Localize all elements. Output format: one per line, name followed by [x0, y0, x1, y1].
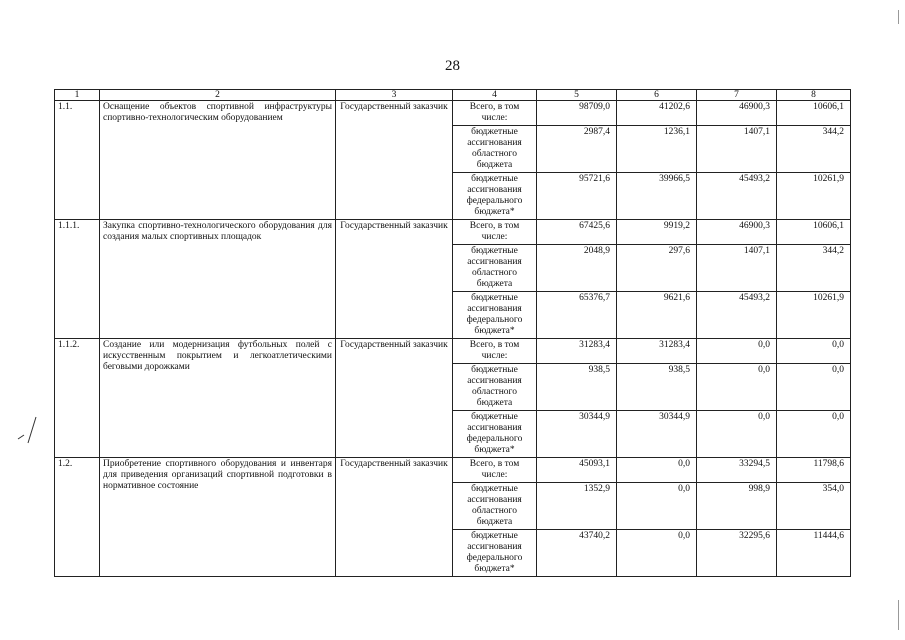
value-cell: 938,5 [537, 364, 617, 411]
table-row [55, 220, 851, 245]
value-cell: 10606,1 [777, 101, 851, 126]
budget-table [54, 89, 851, 577]
value-cell: 46900,3 [697, 220, 777, 245]
table-row [55, 339, 851, 364]
value-cell: 45493,2 [697, 173, 777, 220]
value-cell: 30344,9 [617, 411, 697, 458]
item-name: Приобретение спортивного оборудования и инвентаря для приведения организаций спортивной подготовки в нормативное состояние [100, 458, 336, 577]
item-executor: Государственный заказчик [336, 458, 453, 577]
item-executor: Государственный заказчик [336, 101, 453, 220]
header-cell: 3 [336, 90, 453, 101]
value-cell: 0,0 [697, 339, 777, 364]
value-cell: 2987,4 [537, 126, 617, 173]
value-cell: 98709,0 [537, 101, 617, 126]
item-number: 1.1.1. [55, 220, 100, 339]
funding-source: бюджетные ассигнования областного бюджета [453, 245, 537, 292]
header-cell: 7 [697, 90, 777, 101]
value-cell: 65376,7 [537, 292, 617, 339]
funding-source: Всего, в том числе: [453, 220, 537, 245]
value-cell: 45093,1 [537, 458, 617, 483]
value-cell: 1352,9 [537, 483, 617, 530]
value-cell: 1407,1 [697, 245, 777, 292]
item-number: 1.2. [55, 458, 100, 577]
value-cell: 11444,6 [777, 530, 851, 577]
value-cell: 32295,6 [697, 530, 777, 577]
header-cell: 2 [100, 90, 336, 101]
value-cell: 95721,6 [537, 173, 617, 220]
value-cell: 31283,4 [617, 339, 697, 364]
value-cell: 30344,9 [537, 411, 617, 458]
value-cell: 0,0 [617, 458, 697, 483]
value-cell: 0,0 [777, 411, 851, 458]
value-cell: 1236,1 [617, 126, 697, 173]
scan-edge-mark [898, 600, 899, 630]
value-cell: 0,0 [697, 364, 777, 411]
value-cell: 297,6 [617, 245, 697, 292]
funding-source: бюджетные ассигнования федерального бюджета* [453, 530, 537, 577]
value-cell: 46900,3 [697, 101, 777, 126]
item-name: Оснащение объектов спортивной инфраструктуры спортивно-технологическим оборудованием [100, 101, 336, 220]
value-cell: 1407,1 [697, 126, 777, 173]
header-cell: 8 [777, 90, 851, 101]
value-cell: 0,0 [777, 364, 851, 411]
value-cell: 10261,9 [777, 173, 851, 220]
value-cell: 41202,6 [617, 101, 697, 126]
item-number: 1.1. [55, 101, 100, 220]
funding-source: Всего, в том числе: [453, 101, 537, 126]
value-cell: 2048,9 [537, 245, 617, 292]
table-row [55, 101, 851, 126]
item-executor: Государственный заказчик [336, 339, 453, 458]
funding-source: бюджетные ассигнования областного бюджета [453, 126, 537, 173]
value-cell: 45493,2 [697, 292, 777, 339]
value-cell: 43740,2 [537, 530, 617, 577]
header-cell: 6 [617, 90, 697, 101]
value-cell: 10261,9 [777, 292, 851, 339]
funding-source: бюджетные ассигнования областного бюджета [453, 364, 537, 411]
item-name: Создание или модернизация футбольных полей с искусственным покрытием и легкоатлетическими беговыми дорожками [100, 339, 336, 458]
header-cell: 5 [537, 90, 617, 101]
value-cell: 354,0 [777, 483, 851, 530]
value-cell: 938,5 [617, 364, 697, 411]
value-cell: 0,0 [777, 339, 851, 364]
value-cell: 10606,1 [777, 220, 851, 245]
funding-source: бюджетные ассигнования областного бюджета [453, 483, 537, 530]
header-row [55, 90, 851, 101]
value-cell: 33294,5 [697, 458, 777, 483]
value-cell: 0,0 [617, 483, 697, 530]
value-cell: 344,2 [777, 245, 851, 292]
funding-source: Всего, в том числе: [453, 339, 537, 364]
funding-source: бюджетные ассигнования федерального бюджета* [453, 411, 537, 458]
item-executor: Государственный заказчик [336, 220, 453, 339]
value-cell: 0,0 [697, 411, 777, 458]
pen-mark [16, 415, 38, 445]
value-cell: 998,9 [697, 483, 777, 530]
value-cell: 9621,6 [617, 292, 697, 339]
funding-source: Всего, в том числе: [453, 458, 537, 483]
page-number: 28 [445, 58, 460, 74]
value-cell: 344,2 [777, 126, 851, 173]
table-row [55, 458, 851, 483]
header-cell: 1 [55, 90, 100, 101]
funding-source: бюджетные ассигнования федерального бюджета* [453, 173, 537, 220]
value-cell: 9919,2 [617, 220, 697, 245]
funding-source: бюджетные ассигнования федерального бюджета* [453, 292, 537, 339]
item-name: Закупка спортивно-технологического оборудования для создания малых спортивных площадок [100, 220, 336, 339]
item-number: 1.1.2. [55, 339, 100, 458]
value-cell: 0,0 [617, 530, 697, 577]
value-cell: 31283,4 [537, 339, 617, 364]
value-cell: 39966,5 [617, 173, 697, 220]
value-cell: 67425,6 [537, 220, 617, 245]
scan-edge-mark [898, 10, 899, 24]
header-cell: 4 [453, 90, 537, 101]
value-cell: 11798,6 [777, 458, 851, 483]
